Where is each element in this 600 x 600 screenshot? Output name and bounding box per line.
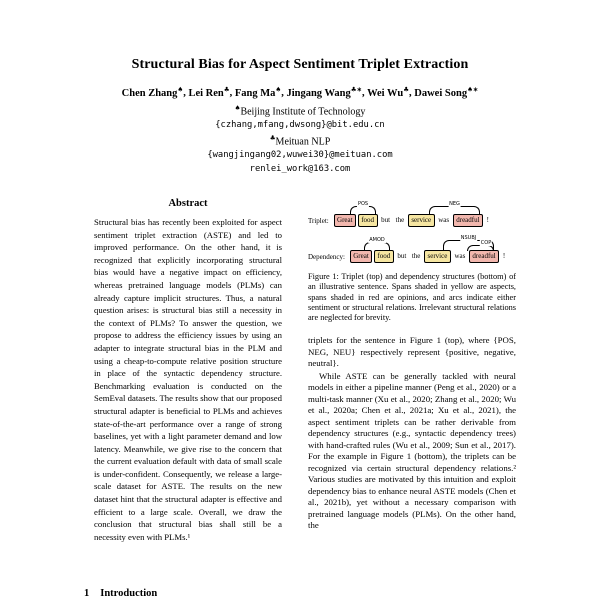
token-opinion: Great <box>350 250 373 263</box>
dependency-arc-cop <box>467 239 494 251</box>
figure-1 <box>308 198 516 323</box>
author <box>286 85 363 99</box>
affiliation-name: Meituan NLP <box>275 136 331 148</box>
section-number: 1 <box>84 588 90 599</box>
sentiment-arc-pos <box>350 200 376 215</box>
right-column <box>308 196 516 600</box>
body-paragraph: While ASTE can be generally tackled with neural models in either a pipeline manner (Peng et al., 2020) or a multi-task manner (Xu et al., 2020; Zhang et al., 2020; Wu et al., 2020a; Chen et al., 2021a; Xu et al., 2021), the aspect sentiment triplets can be rather derivable from dependency structures (e.g., syntactic dependency trees) with hand-crafted rules (Wu et al., 2009; Sun et al., 2017). For the example in Figure 1 (bottom), the triplets can be recognized via certain structural dependency relations.² Various studies are motivated by this intuition and exploit dependency bias to enhance neural ASTE models (Chen et al., 2021b), yet without a necessary comparison with pretrained language models (PLMs). On the other hand, the <box>308 370 516 531</box>
author-name: Dawei Song <box>414 87 468 99</box>
token: the <box>411 252 421 260</box>
author-separator: , <box>362 87 368 99</box>
author-name: Wei Wu <box>367 87 404 99</box>
author-separator: , <box>409 87 415 99</box>
token: ! <box>486 216 489 224</box>
email-line: {wangjingang02,wuwei30}@meituan.com <box>207 150 393 161</box>
token-aspect: food <box>374 250 394 263</box>
row-label-triplet: Triplet: <box>308 216 329 225</box>
arc-label: NSUBJ <box>460 234 477 241</box>
author-mark: ♣ <box>223 85 230 93</box>
abstract-heading: Abstract <box>168 198 208 209</box>
arc-label: AMOD <box>369 236 385 243</box>
authors-line <box>0 85 600 99</box>
token-aspect: food <box>358 214 378 227</box>
left-column <box>84 196 292 600</box>
token: ! <box>502 252 506 260</box>
token: but <box>381 216 391 224</box>
author <box>234 85 282 99</box>
email-line: {czhang,mfang,dwsong}@bit.edu.cn <box>215 119 385 130</box>
affiliation-name: Beijing Institute of Technology <box>240 106 366 118</box>
arc-label: COP <box>480 239 492 246</box>
body-paragraph: triplets for the sentence in Figure 1 (top), where {POS, NEG, NEU} respectively represent {positive, negative, neutral}. <box>308 335 516 369</box>
author-mark: ♣ <box>403 85 410 93</box>
author-mark: ♠ <box>177 85 184 93</box>
affiliation-mark: ♣ <box>269 134 276 143</box>
sentiment-arc-neg <box>429 200 480 215</box>
token-aspect: service <box>424 250 451 263</box>
abstract-text: Structural bias has recently been exploited for aspect sentiment triplet extraction (ASTE) and led to improved performance. On the other hand, it is recognized that explicitly incorporating structural bias would have a negative impact on efficiency, whereas pretrained language models (PLMs) can already capture implicit structures. Thus, a natural question arises: is structural bias still a necessity in the context of PLMs? To answer the question, we propose to address the efficiency issues by using an adapter to integrate structural bias in the PLM and using a cheap-to-compute relative position structure in place of the syntactic dependency structure. Benchmarking evaluation is conducted on the SemEval datasets. The results show that our proposed structural adapter is beneficial to PLMs and achieves state-of-the-art performance over a range of strong baselines, yet with a light parameter demand and low latency. Meanwhile, we give rise to the concern that the current evaluation default with data of small scale is under-confident. Consequently, we release a large-scale dataset for ASTE. The results on the new dataset hint that the structural adapter is effective and efficient to a large scale. Overall, we draw the conclusion that structural bias shall still be a necessity even with PLMs.¹ <box>94 217 282 542</box>
author-mark: ♠ <box>275 85 282 93</box>
arc-label: POS <box>357 200 369 207</box>
introduction-body <box>308 335 516 532</box>
author-separator: , <box>183 87 189 99</box>
author <box>188 85 230 99</box>
author <box>121 85 184 99</box>
affiliation-block <box>0 102 600 176</box>
author-name: Jingang Wang <box>286 87 351 99</box>
token: was <box>454 252 466 260</box>
section-heading-introduction <box>84 588 292 600</box>
token-opinion: dreadful <box>453 214 483 227</box>
token-opinion: dreadful <box>469 250 499 263</box>
author-separator: , <box>281 87 287 99</box>
affiliation-institute <box>0 132 600 149</box>
arc-label: NEG <box>449 200 460 207</box>
author-separator: , <box>229 87 235 99</box>
author-name: Chen Zhang <box>121 87 178 99</box>
section-title: Introduction <box>100 588 158 599</box>
paper-title: Structural Bias for Aspect Sentiment Triplet Extraction <box>131 57 469 72</box>
figure-caption: Figure 1: Triplet (top) and dependency structures (bottom) of an illustrative sentence. Spans shaded in yellow are aspects, spans shaded in red are opinions, and arcs indicate either sentiment or structural relations. Irrelevant structural relations are neglected for brevity. <box>308 272 516 323</box>
author <box>414 85 479 99</box>
figure-row-triplet <box>308 198 516 227</box>
row-label-dependency: Dependency: <box>308 252 345 261</box>
email-line: renlei_work@163.com <box>249 163 351 174</box>
author-mark: ♠∗ <box>467 85 479 93</box>
author <box>367 85 410 99</box>
dependency-arc-amod <box>364 236 390 251</box>
token: the <box>395 216 405 224</box>
affiliation-institute <box>0 102 600 119</box>
token: but <box>397 252 407 260</box>
author-name: Fang Ma <box>234 87 276 99</box>
token-opinion: Great <box>334 214 357 227</box>
author-mark: ♣∗ <box>350 85 363 93</box>
token-aspect: service <box>408 214 435 227</box>
author-name: Lei Ren <box>188 87 224 99</box>
token: was <box>438 216 450 224</box>
figure-row-dependency <box>308 234 516 263</box>
affiliation-mark: ♠ <box>234 104 241 112</box>
two-column-body <box>84 196 516 600</box>
